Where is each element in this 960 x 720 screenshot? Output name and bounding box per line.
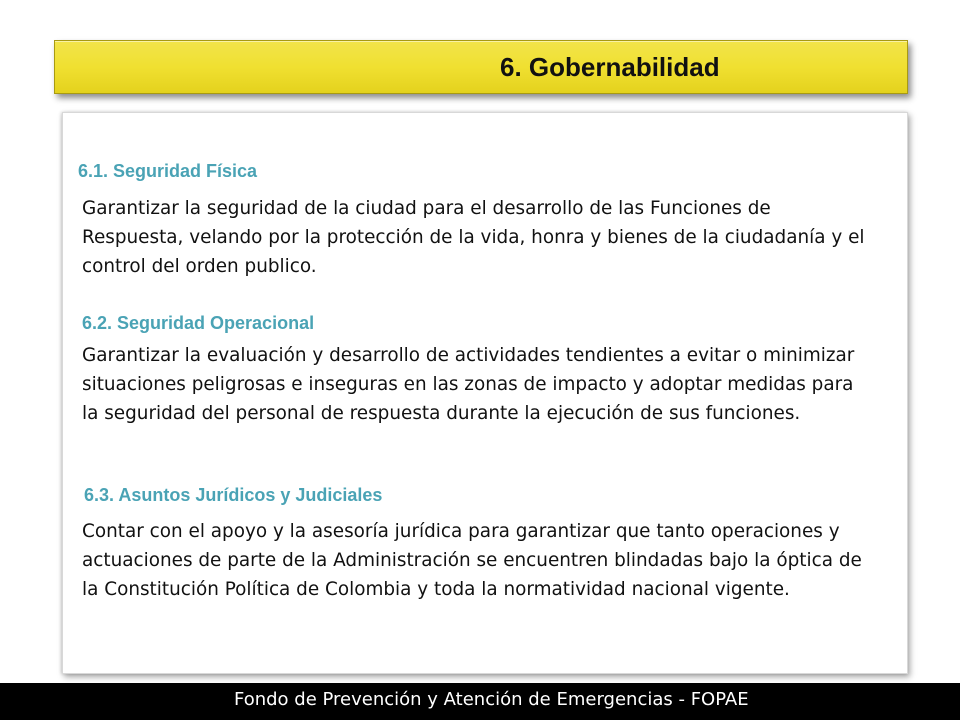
footer-text: Fondo de Prevención y Atención de Emergencias - FOPAE bbox=[234, 689, 749, 710]
title-bar bbox=[54, 40, 908, 94]
footer-bar bbox=[0, 683, 960, 720]
section-heading-seguridad-fisica: 6.1. Seguridad Física bbox=[78, 161, 258, 181]
section-heading-seguridad-operacional: 6.2. Seguridad Operacional bbox=[82, 313, 315, 333]
page-title: 6. Gobernabilidad bbox=[500, 52, 720, 82]
section-heading-asuntos-juridicos: 6.3. Asuntos Jurídicos y Judiciales bbox=[84, 485, 383, 505]
section-body-seguridad-operacional: Garantizar la evaluación y desarrollo de actividades tendientes a evitar o minimizar situaciones peligrosas e inseguras en las zonas de impacto y adoptar medidas para la seguridad del personal de respuesta durante la ejecución de sus funciones. bbox=[82, 345, 855, 424]
section-body-seguridad-fisica: Garantizar la seguridad de la ciudad para el desarrollo de las Funciones de Respuesta, velando por la protección de la vida, honra y bienes de la ciudadanía y el control del orden publico. bbox=[82, 198, 865, 277]
section-body-asuntos-juridicos: Contar con el apoyo y la asesoría jurídica para garantizar que tanto operaciones y actuaciones de parte de la Administración se encuentren blindadas bajo la óptica de la Constitución Política de Colombia y toda la normatividad nacional vigente. bbox=[82, 521, 862, 600]
